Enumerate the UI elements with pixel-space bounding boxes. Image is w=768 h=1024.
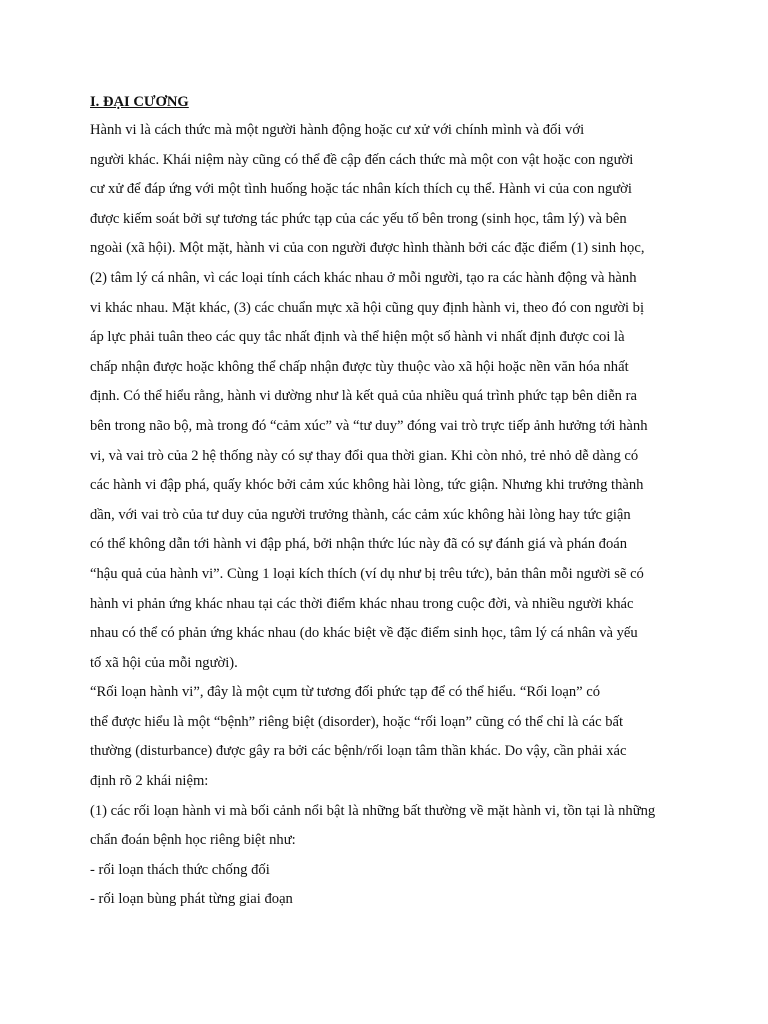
- text-line: được kiếm soát bởi sự tương tác phức tạp của các yếu tố bên trong (sinh học, tâm lý) và bên: [90, 210, 627, 227]
- text-line: chấp nhận được hoặc không thể chấp nhận được tùy thuộc vào xã hội hoặc nền văn hóa nhất: [90, 358, 629, 375]
- text-line: - rối loạn thách thức chống đối: [90, 861, 270, 878]
- paragraph: [90, 885, 690, 915]
- paragraph: [90, 856, 690, 886]
- text-line: “Rối loạn hành vi”, đây là một cụm từ tương đối phức tạp để có thể hiểu. “Rối loạn” có: [90, 684, 601, 701]
- text-line: các hành vi đập phá, quấy khóc bởi cảm xúc không hài lòng, tức giận. Nhưng khi trưởng thành: [90, 477, 644, 494]
- paragraph: [90, 678, 690, 796]
- text-line: ngoài (xã hội). Một mặt, hành vi của con người được hình thành bởi các đặc điểm (1) sinh học,: [90, 240, 645, 257]
- text-line: vi khác nhau. Mặt khác, (3) các chuẩn mực xã hội cũng quy định hành vi, theo đó con người bị: [90, 299, 645, 316]
- paragraph: [90, 116, 690, 678]
- text-line: (2) tâm lý cá nhân, vì các loại tính cách khác nhau ở mỗi người, tạo ra các hành động và hành: [90, 269, 637, 286]
- text-line: cư xử để đáp ứng với một tình huống hoặc tác nhân kích thích cụ thể. Hành vi của con người: [90, 181, 632, 198]
- text-line: Hành vi là cách thức mà một người hành động hoặc cư xử với chính mình và đối với: [90, 122, 585, 138]
- text-line: - rối loạn bùng phát từng giai đoạn: [90, 891, 293, 908]
- section-heading: I. ĐẠI CƯƠNG: [90, 94, 189, 110]
- text-line: định. Có thể hiểu rằng, hành vi dường như là kết quả của nhiều quá trình phức tạp bên diễn ra: [90, 388, 637, 405]
- text-line: hành vi phản ứng khác nhau tại các thời điểm khác nhau trong cuộc đời, và nhiều người khác: [90, 595, 634, 612]
- text-line: bên trong não bộ, mà trong đó “cảm xúc” và “tư duy” đóng vai trò trực tiếp ảnh hưởng tới hành: [90, 417, 648, 434]
- text-line: tố xã hội của mỗi người).: [90, 654, 238, 671]
- text-line: định rõ 2 khái niệm:: [90, 773, 209, 790]
- text-line: thường (disturbance) được gây ra bởi các bệnh/rối loạn tâm thần khác. Do vậy, cần phải xác: [90, 743, 627, 760]
- text-line: nhau có thể có phản ứng khác nhau (do khác biệt về đặc điểm sinh học, tâm lý cá nhân và yếu: [90, 625, 638, 642]
- paragraph: [90, 797, 690, 856]
- text-line: người khác. Khái niệm này cũng có thể đề cập đến cách thức mà một con vật hoặc con người: [90, 151, 634, 168]
- document-body: [90, 89, 690, 915]
- text-line: áp lực phải tuân theo các quy tắc nhất định và thể hiện một số hành vi nhất định được coi là: [90, 329, 625, 346]
- text-line: vi, và vai trò của 2 hệ thống này có sự thay đổi qua thời gian. Khi còn nhỏ, trẻ nhỏ dễ dàng có: [90, 447, 639, 464]
- text-line: có thể không dẫn tới hành vi đập phá, bởi nhận thức lúc này đã có sự đánh giá và phán đoán: [90, 536, 628, 553]
- text-line: thể được hiểu là một “bệnh” riêng biệt (disorder), hoặc “rối loạn” cũng có thể chỉ là các bất: [90, 713, 624, 730]
- text-line: (1) các rối loạn hành vi mà bối cảnh nổi bật là những bất thường về mặt hành vi, tồn tại là những: [90, 802, 656, 819]
- paragraph-container: [90, 116, 690, 915]
- text-line: chẩn đoán bệnh học riêng biệt như:: [90, 832, 296, 849]
- text-line: dần, với vai trò của tư duy của người trưởng thành, các cảm xúc không hài lòng hay tức giận: [90, 506, 631, 523]
- text-line: “hậu quả của hành vi”. Cùng 1 loại kích thích (ví dụ như bị trêu tức), bản thân mỗi người sẽ có: [90, 565, 644, 582]
